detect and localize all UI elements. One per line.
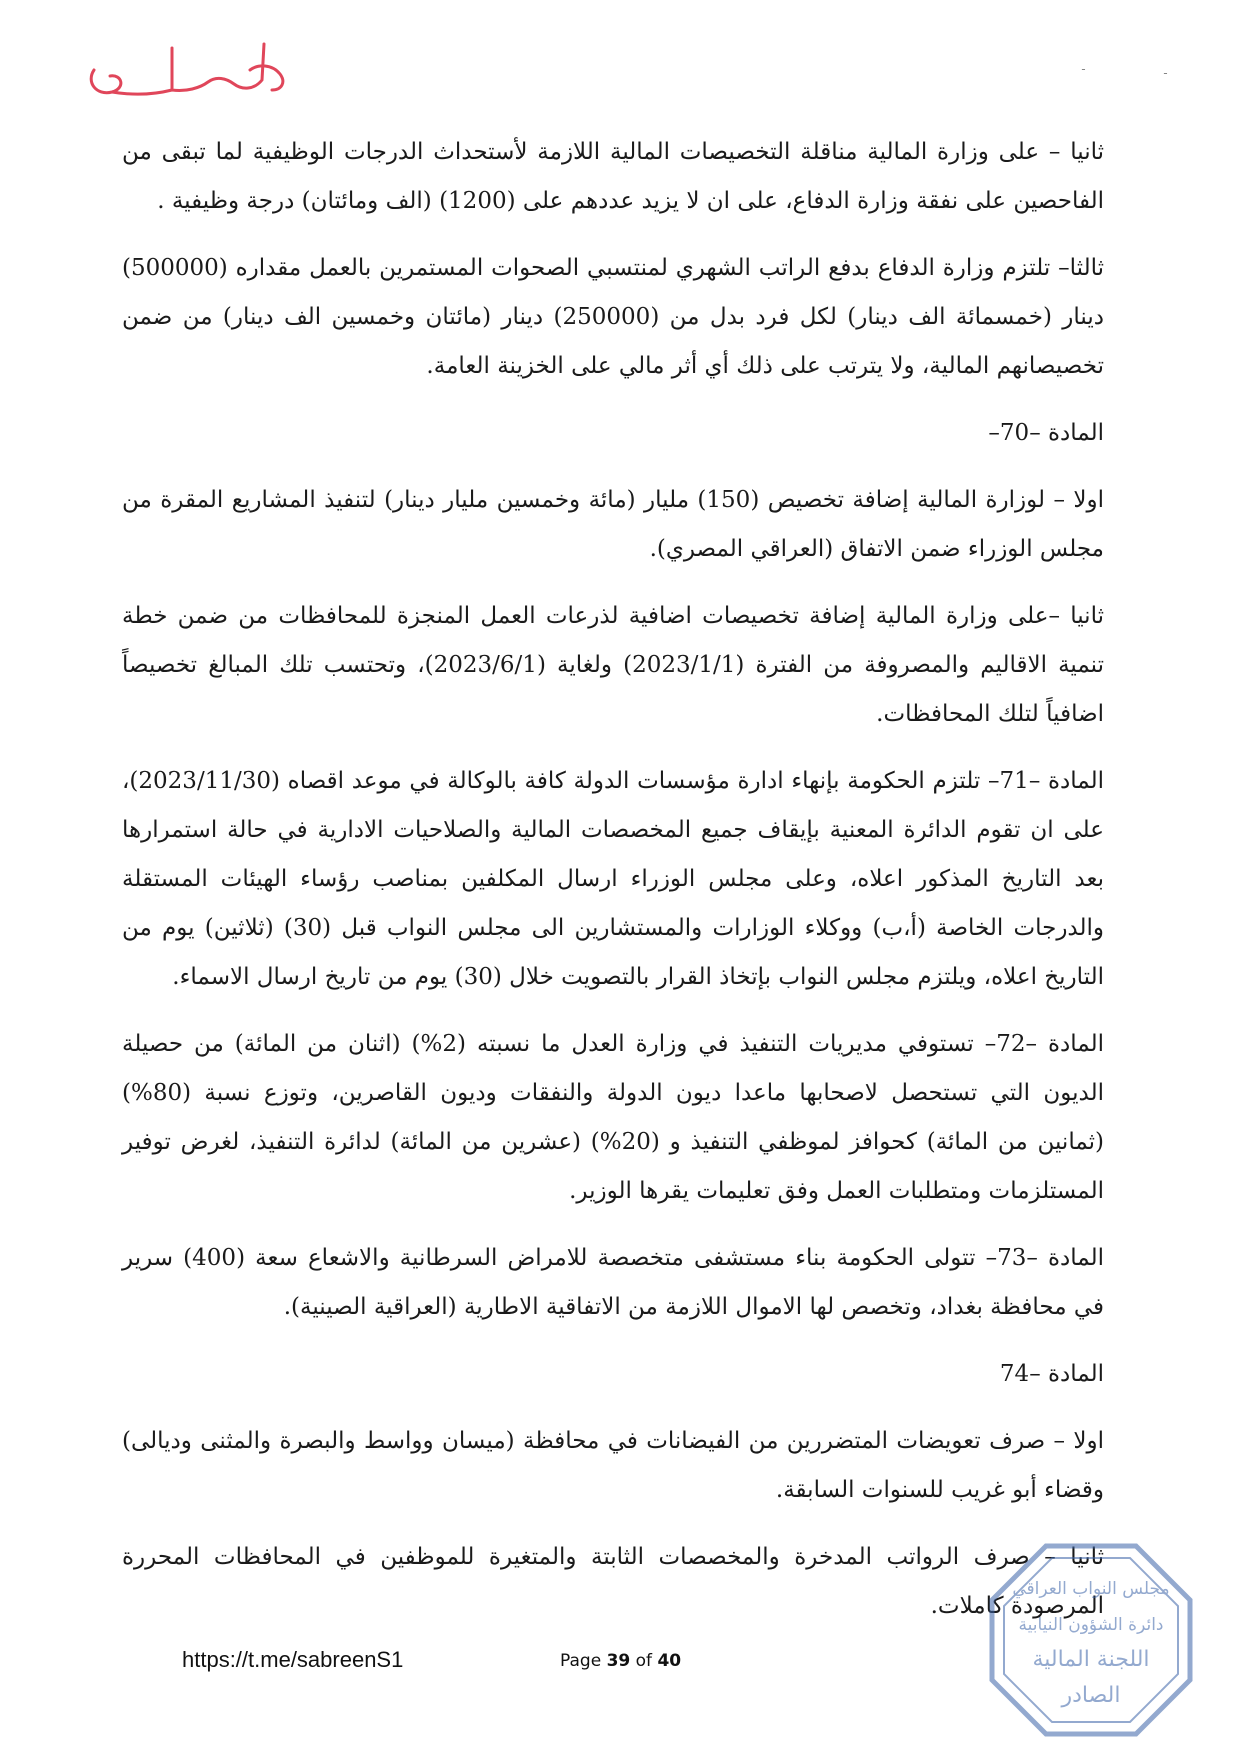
scan-mark: ـ (1164, 66, 1167, 77)
page-current: 39 (606, 1651, 631, 1671)
article-heading: المادة –74 (999, 1361, 1104, 1387)
page-word: Page (560, 1651, 602, 1671)
article-paragraph: ثانيا – صرف الرواتب المدخرة والمخصصات الثابتة والمتغيرة للموظفين في المحافظات المحررة المرصودة كاملات. (122, 1544, 1104, 1619)
official-stamp (986, 1540, 1196, 1740)
article-paragraph: ثالثا– تلتزم وزارة الدفاع بدفع الراتب الشهري لمنتسبي الصحوات المستمرين بالعمل مقداره (500000) دينار (خمسمائة الف دينار) لكل فرد بدل من (250000) دينار (مائتان وخمسين الف دينار) من ضمن تخصيصانهم المالية، ولا يترتب على ذلك أي أثر مالي على الخزينة العامة. (122, 255, 1104, 379)
stamp-line-4: الصادر (1061, 1683, 1121, 1708)
article-paragraph: المادة –72– تستوفي مديريات التنفيذ في وزارة العدل ما نسبته (2%) (اثنان من المائة) من حصيلة الديون التي تستحصل لاصحابها ماعدا ديون الدولة والنفقات وديون القاصرين، وتوزع نسبة (80%) (ثمانين من المائة) كحوافز لموظفي التنفيذ و (20%) (عشرين من المائة) لدائرة التنفيذ، لغرض توفير المستلزمات ومتطلبات العمل وفق تعليمات يقرها الوزير. (122, 1031, 1104, 1204)
handwritten-signature (76, 30, 316, 120)
article-paragraph: المادة –73– تتولى الحكومة بناء مستشفى متخصصة للامراض السرطانية والاشعاع سعة (400) سرير في محافظة بغداد، وتخصص لها الاموال اللازمة من الاتفاقية الاطارية (العراقية الصينية). (122, 1245, 1105, 1320)
stamp-line-3: اللجنة المالية (1032, 1647, 1150, 1672)
article-paragraph: اولا – لوزارة المالية إضافة تخصيص (150) مليار (مائة وخمسين مليار دينار) لتنفيذ المشاريع المقرة من مجلس الوزراء ضمن الاتفاق (العراقي المصري). (122, 487, 1104, 562)
telegram-link[interactable]: https://t.me/sabreenS1 (182, 1647, 404, 1672)
body-text (122, 128, 1104, 1649)
page-number (560, 1651, 681, 1671)
page-total: 40 (657, 1651, 682, 1671)
scan-mark: ـ (1082, 62, 1085, 73)
article-paragraph: ثانيا – على وزارة المالية مناقلة التخصيصات المالية اللازمة لأستحداث الدرجات الوظيفية لما تبقى من الفاحصين على نفقة وزارة الدفاع، على ان لا يزيد عددهم على (1200) (الف ومائتان) درجة وظيفية . (122, 139, 1104, 214)
page-of: of (635, 1651, 653, 1671)
stamp-line-2: دائرة الشؤون النيابية (1018, 1615, 1164, 1635)
stamp-line-1: مجلس النواب العراقي (1012, 1579, 1170, 1599)
article-paragraph: المادة –71– تلتزم الحكومة بإنهاء ادارة مؤسسات الدولة كافة بالوكالة في موعد اقصاه (2023/11/30)، على ان تقوم الدائرة المعنية بإيقاف جميع المخصصات المالية والصلاحيات الادارية في حالة استمرارها بعد التاريخ المذكور اعلاه، وعلى مجلس الوزراء ارسال المكلفين بمناصب رؤساء الهيئات المستقلة والدرجات الخاصة (أ،ب) ووكلاء الوزارات والمستشارين الى مجلس النواب قبل (30) (ثلاثين) يوم من التاريخ اعلاه، ويلتزم مجلس النواب بإتخاذ القرار بالتصويت خلال (30) يوم من تاريخ ارسال الاسماء. (122, 768, 1105, 990)
article-paragraph: اولا – صرف تعويضات المتضررين من الفيضانات في محافظة (ميسان وواسط والبصرة والمثنى وديالى) وقضاء أبو غريب للسنوات السابقة. (122, 1428, 1104, 1503)
article-paragraph: ثانيا –على وزارة المالية إضافة تخصيصات اضافية لذرعات العمل المنجزة للمحافظات من ضمن خطة تنمية الاقاليم والمصروفة من الفترة (2023/1/1) ولغاية (2023/6/1)، وتحتسب تلك المبالغ تخصيصاً اضافياً لتلك المحافظات. (122, 603, 1104, 727)
article-heading: المادة –70– (988, 420, 1104, 446)
